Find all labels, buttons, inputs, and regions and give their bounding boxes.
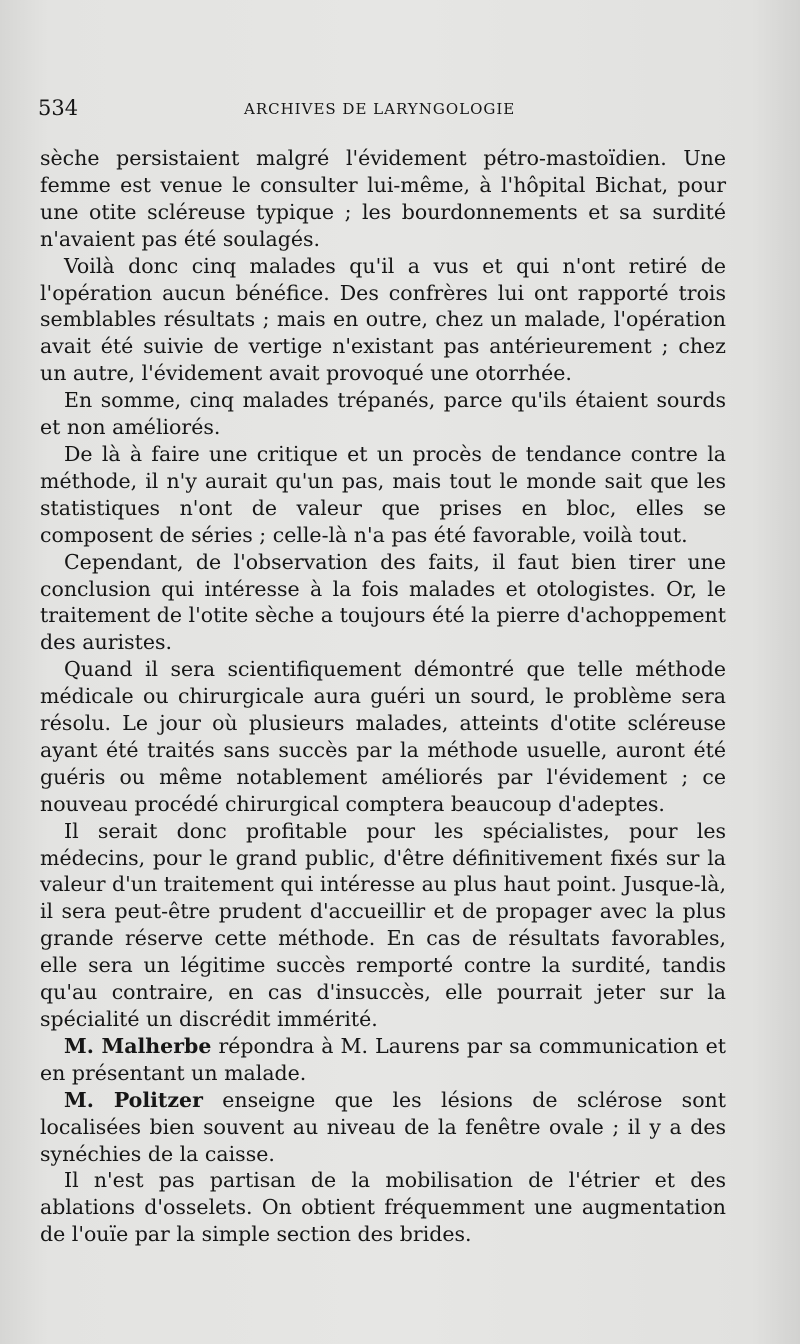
paragraph xyxy=(40,1087,726,1168)
paragraph-text: répondra à M. Laurens par sa communication et en présentant un malade. xyxy=(40,1033,726,1085)
running-title: ARCHIVES DE LARYNGOLOGIE xyxy=(244,100,516,118)
page-number: 534 xyxy=(38,96,79,120)
paragraph-text: Cependant, de l'observation des faits, il faut bien tirer une conclusion qui intéresse à la fois malades et otologistes. Or, le traitement de l'otite sèche a toujours été la pierre d'achoppement des auristes. xyxy=(40,549,726,655)
paragraph xyxy=(40,387,726,441)
page-header xyxy=(38,96,738,126)
paragraph xyxy=(40,253,726,388)
paragraph-text: enseigne que les lésions de sclérose sont localisées bien souvent au niveau de la fenêtre ovale ; il y a des synéchies de la caisse. xyxy=(40,1087,726,1166)
paragraph-text: Il n'est pas partisan de la mobilisation de l'étrier et des ablations d'osselets. On obtient fréquemment une augmentation de l'ouïe par la simple section des brides. xyxy=(40,1168,726,1247)
speaker-name: M. Politzer xyxy=(64,1087,203,1112)
paragraph xyxy=(40,549,726,657)
paragraph-text: Quand il sera scientifiquement démontré que telle méthode médicale ou chirurgicale aura guéri un sourd, le problème sera résolu. Le jour où plusieurs malades, atteints d'otite scléreuse ayant été traités sans succès par la méthode usuelle, auront été guéris ou même notablement améliorés par l'évidement ; ce nouveau procédé chirurgical comptera beaucoup d'adeptes. xyxy=(40,657,726,816)
paragraph xyxy=(40,1167,726,1248)
paragraph-text: Voilà donc cinq malades qu'il a vus et qui n'ont retiré de l'opération aucun bénéfice. Des confrères lui ont rapporté trois semblables résultats ; mais en outre, chez un malade, l'opération avait été suivie de vertige n'existant pas antérieurement ; chez un autre, l'évidement avait provoqué une otorrhée. xyxy=(40,253,726,386)
paragraph-text: sèche persistaient malgré l'évidement pétro-mastoïdien. Une femme est venue le consulter lui-même, à l'hôpital Bichat, pour une otite scléreuse typique ; les bourdonnements et sa surdité n'avaient pas été soulagés. xyxy=(40,146,726,251)
paragraph xyxy=(40,818,726,1033)
paragraph xyxy=(40,441,726,549)
speaker-name: M. Malherbe xyxy=(64,1033,212,1058)
paragraph-text: De là à faire une critique et un procès de tendance contre la méthode, il n'y aurait qu'un pas, mais tout le monde sait que les statistiques n'ont de valeur que prises en bloc, elles se composent de séries ; celle-là n'a pas été favorable, voilà tout. xyxy=(40,441,726,547)
paragraph-text: En somme, cinq malades trépanés, parce qu'ils étaient sourds et non améliorés. xyxy=(40,388,726,440)
paragraph xyxy=(40,145,726,253)
body-text xyxy=(40,145,726,1248)
paragraph xyxy=(40,656,726,817)
paragraph-text: Il serait donc profitable pour les spécialistes, pour les médecins, pour le grand public, d'être définitivement fixés sur la valeur d'un traitement qui intéresse au plus haut point. Jusque-là, il sera peut-être prudent d'accueillir et de propager avec la plus grande réserve cette méthode. En cas de résultats favorables, elle sera un légitime succès remporté contre la surdité, tandis qu'au contraire, en cas d'insuccès, elle pourrait jeter sur la spécialité un discrédit immérité. xyxy=(40,818,726,1031)
paragraph xyxy=(40,1033,726,1087)
